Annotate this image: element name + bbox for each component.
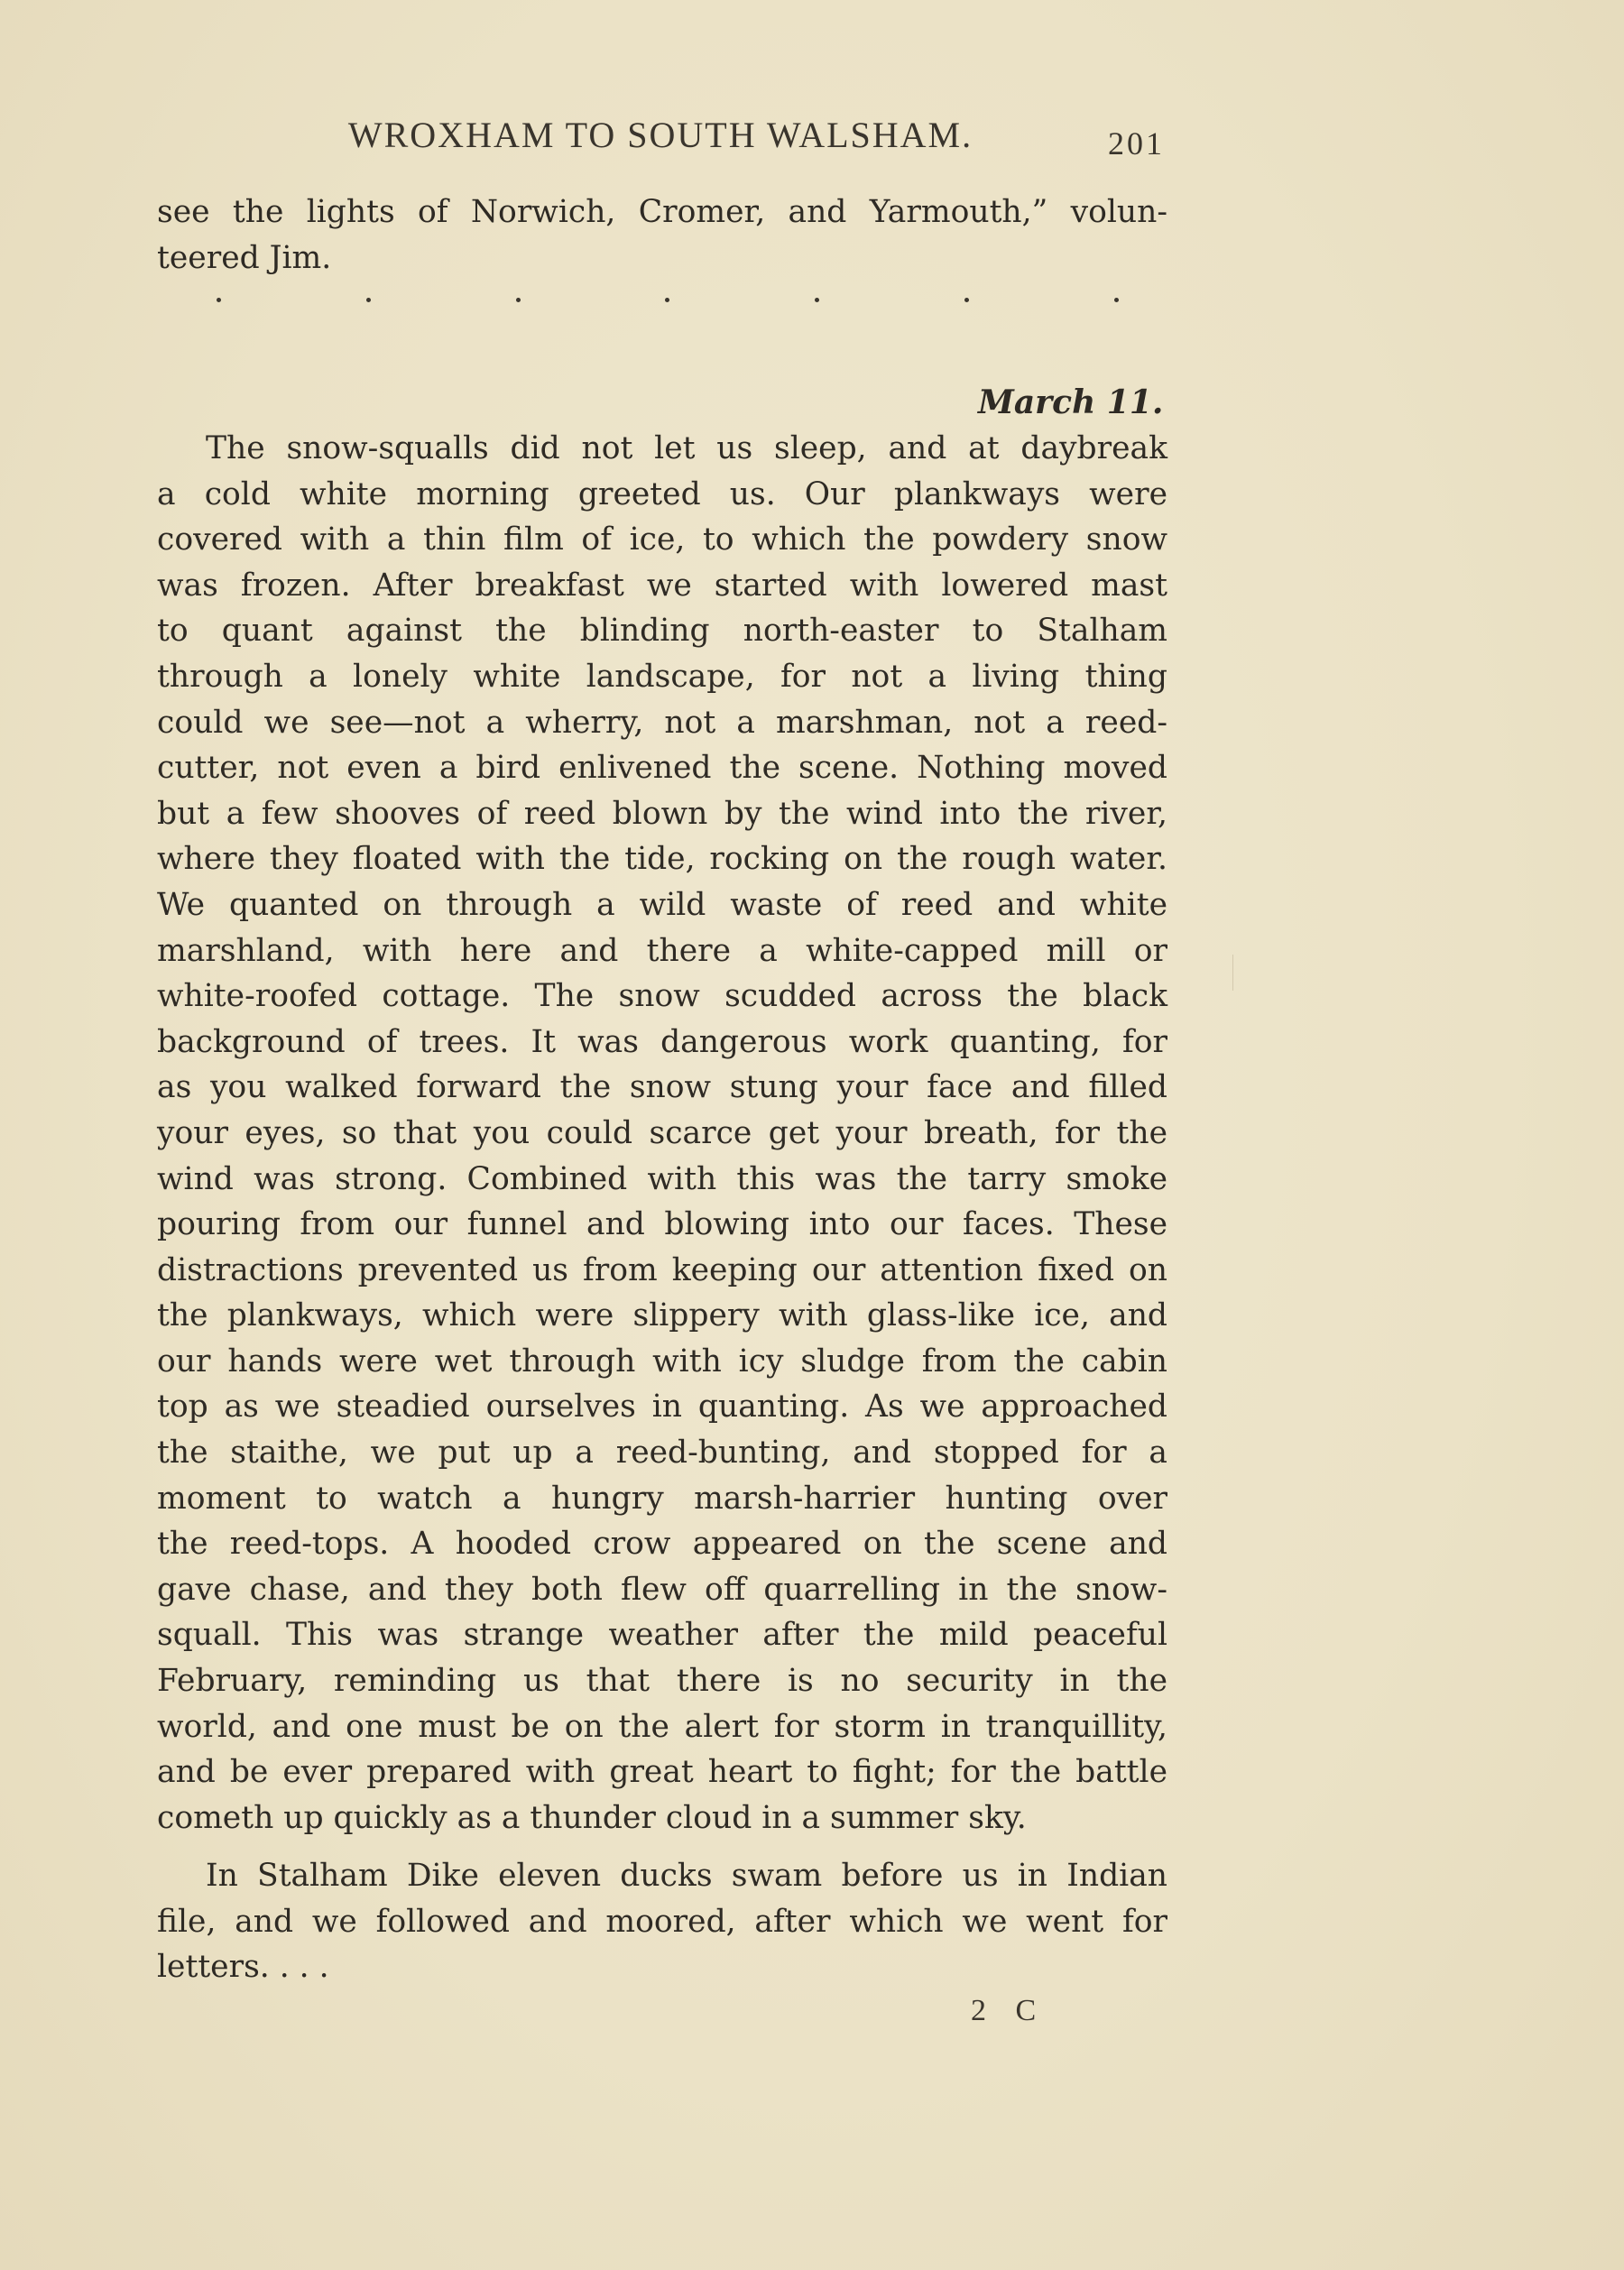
text-line: and be ever prepared with great heart to fight; for the battle: [157, 1754, 1167, 1791]
text-line: file, and we followed and moored, after which we went for: [157, 1903, 1167, 1940]
signature-mark: 2 C: [971, 1994, 1047, 2027]
text-line: February, reminding us that there is no security in the: [157, 1663, 1167, 1700]
text-line: as you walked forward the snow stung your face and filled: [157, 1069, 1167, 1106]
text-line: wind was strong. Combined with this was the tarry smoke: [157, 1160, 1167, 1197]
dot: [815, 298, 819, 302]
running-head-title: WROXHAM TO SOUTH WALSHAM.: [347, 115, 973, 155]
text-line: see the lights of Norwich, Cromer, and Yarmouth,” volun-: [157, 194, 1167, 230]
text-line: In Stalham Dike eleven ducks swam before us in Indian: [206, 1858, 1167, 1894]
text-line: where they floated with the tide, rocking on the rough water.: [157, 841, 1167, 878]
text-line: a cold white morning greeted us. Our plankways were: [157, 475, 1167, 512]
text-line: pouring from our funnel and blowing into our faces. These: [157, 1206, 1167, 1243]
dot: [1114, 298, 1119, 302]
text-line: our hands were wet through with icy sludge from the cabin: [157, 1343, 1167, 1380]
text-line: your eyes, so that you could scarce get your breath, for the: [157, 1114, 1167, 1151]
text-line: We quanted on through a wild waste of reed and white: [157, 886, 1167, 923]
text-line: teered Jim.: [157, 239, 332, 276]
dot: [964, 298, 969, 302]
text-line: cutter, not even a bird enlivened the scene. Nothing moved: [157, 750, 1167, 787]
text-line: could we see—not a wherry, not a marshman, not a reed-: [157, 704, 1167, 741]
date-heading: March 11.: [978, 383, 1164, 421]
dot: [366, 298, 371, 302]
text-line: the plankways, which were slippery with glass-like ice, and: [157, 1297, 1167, 1334]
text-line: The snow-squalls did not let us sleep, and at daybreak: [206, 430, 1167, 466]
text-line: cometh up quickly as a thunder cloud in a summer sky.: [157, 1799, 1027, 1836]
dot: [665, 298, 669, 302]
section-break-dots: [217, 298, 1119, 334]
text-line: world, and one must be on the alert for storm in tranquillity,: [157, 1708, 1167, 1745]
text-line: but a few shooves of reed blown by the wind into the river,: [157, 795, 1167, 832]
text-line: squall. This was strange weather after the mild peaceful: [157, 1617, 1167, 1654]
page-number: 201: [1108, 125, 1165, 161]
text-line: distractions prevented us from keeping our attention fixed on: [157, 1251, 1167, 1288]
text-line: through a lonely white landscape, for not a living thing: [157, 658, 1167, 695]
text-line: background of trees. It was dangerous work quanting, for: [157, 1023, 1167, 1060]
text-line: letters. . . .: [157, 1949, 329, 1986]
text-line: moment to watch a hungry marsh-harrier hunting over: [157, 1480, 1167, 1517]
paragraph-continuation: [157, 189, 1167, 281]
dot: [217, 298, 221, 302]
paragraph-final: [157, 1853, 1167, 1990]
paper-blemish: [1232, 955, 1241, 991]
text-line: was frozen. After breakfast we started with lowered mast: [157, 567, 1167, 604]
text-line: gave chase, and they both flew off quarrelling in the snow-: [157, 1571, 1167, 1608]
text-line: covered with a thin film of ice, to which the powdery snow: [157, 521, 1167, 558]
text-line: top as we steadied ourselves in quanting. As we approached: [157, 1389, 1167, 1426]
dot: [516, 298, 521, 302]
paragraph-main: [157, 426, 1167, 1841]
text-line: marshland, with here and there a white-capped mill or: [157, 932, 1167, 969]
text-line: to quant against the blinding north-easter to Stalham: [157, 613, 1167, 650]
text-line: the reed-tops. A hooded crow appeared on the scene and: [157, 1526, 1167, 1563]
text-line: the staithe, we put up a reed-bunting, and stopped for a: [157, 1435, 1167, 1472]
text-line: white-roofed cottage. The snow scudded across the black: [157, 978, 1167, 1015]
